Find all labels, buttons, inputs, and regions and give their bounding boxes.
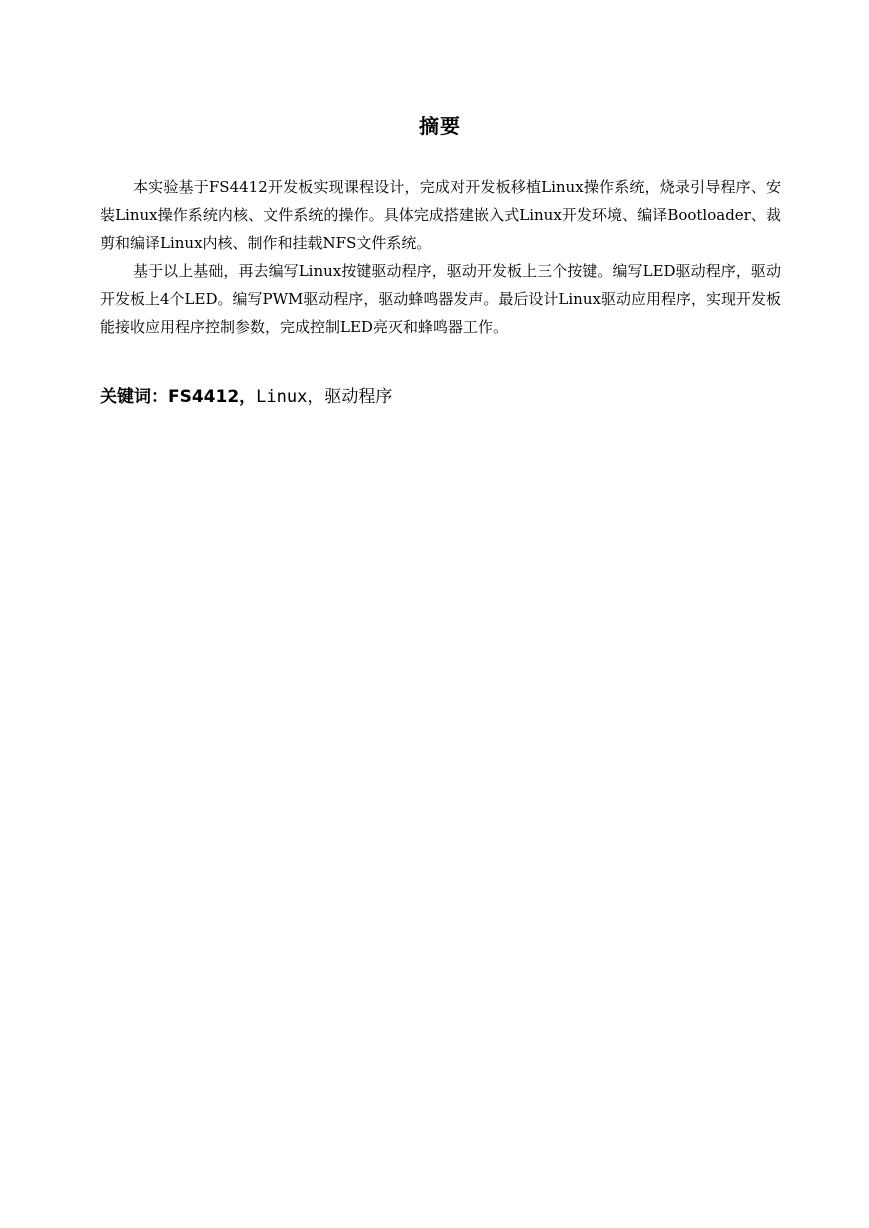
keywords-label: 关键词：FS4412，: [100, 387, 257, 407]
abstract-paragraph-1: 本实验基于FS4412开发板实现课程设计，完成对开发板移植Linux操作系统，烧录引导程序、安装Linux操作系统内核、文件系统的操作。具体完成搭建嵌入式Linux开发环境、编译Bootloader、裁剪和编译Linux内核、制作和挂载NFS文件系统。: [100, 178, 781, 252]
abstract-paragraph-2: 基于以上基础，再去编写Linux按键驱动程序，驱动开发板上三个按键。编写LED驱动程序，驱动开发板上4个LED。编写PWM驱动程序，驱动蜂鸣器发声。最后设计Linux驱动应用程序，实现开发板能接收应用程序控制参数，完成控制LED亮灭和蜂鸣器工作。: [100, 262, 781, 336]
abstract-title: 摘要: [419, 114, 461, 138]
keywords-values: Linux，驱动程序: [256, 387, 393, 407]
keywords-line: [100, 383, 781, 411]
abstract-body: [100, 173, 781, 341]
